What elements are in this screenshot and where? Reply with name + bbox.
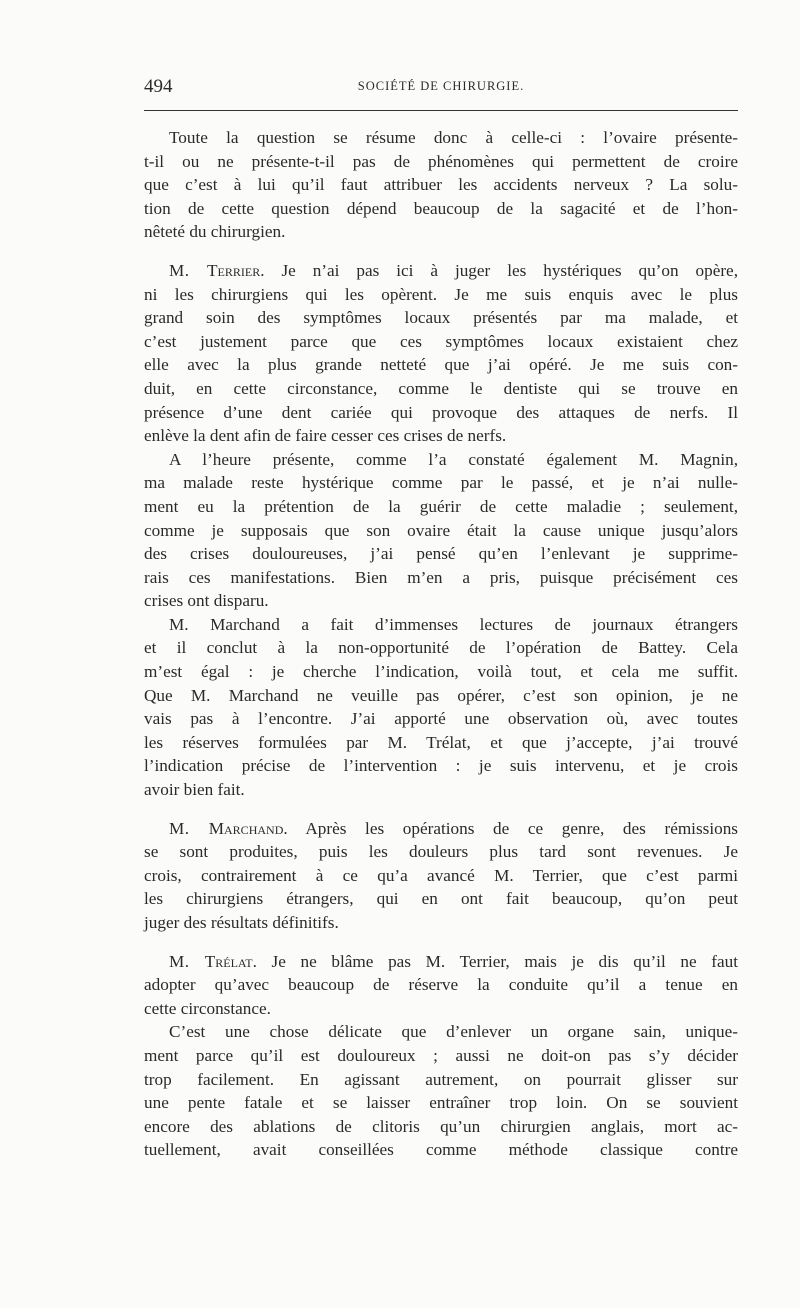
speaker-prefix: M. bbox=[169, 818, 209, 838]
speaker-prefix: M. bbox=[169, 260, 208, 280]
paragraph-trelat bbox=[144, 950, 738, 1021]
text-line: des crises douloureuses, j’ai pensé qu’en l’enlevant je supprime- bbox=[144, 544, 738, 564]
text-line: crois, contrairement à ce qu’a avancé M. Terrier, que c’est parmi bbox=[144, 865, 738, 885]
text-line: ma malade reste hystérique comme par le passé, et je n’ai nulle- bbox=[144, 473, 738, 493]
text-line: enlève la dent afin de faire cesser ces crises de nerfs. bbox=[144, 426, 507, 446]
text-line: les réserves formulées par M. Trélat, et que j’accepte, j’ai trouvé bbox=[144, 732, 738, 752]
text-line: Que M. Marchand ne veuille pas opérer, c’est son opinion, je ne bbox=[144, 685, 738, 705]
text-line bbox=[144, 259, 738, 283]
text-line: rais ces manifestations. Bien m’en a pris, puisque précisément ces bbox=[144, 567, 738, 587]
paragraph-magnin bbox=[144, 448, 738, 613]
text-line: t-il ou ne présente-t-il pas de phénomènes qui permettent de croire bbox=[144, 151, 738, 171]
text-line: présence d’une dent cariée qui provoque des attaques de nerfs. Il bbox=[144, 402, 738, 422]
text-line: l’indication précise de l’intervention : je suis intervenu, et je crois bbox=[144, 756, 738, 776]
line-text: . Je n’ai pas ici à juger les hystériques qu’on opère, bbox=[260, 260, 738, 280]
text-line: elle avec la plus grande netteté que j’ai opéré. Je me suis con- bbox=[144, 355, 738, 375]
text-line: cette circonstance. bbox=[144, 998, 271, 1018]
text-line: nêteté du chirurgien. bbox=[144, 222, 286, 242]
text-line: que c’est à lui qu’il faut attribuer les accidents nerveux ? La solu- bbox=[144, 175, 738, 195]
page-header bbox=[144, 76, 738, 100]
text-line: ment parce qu’il est douloureux ; aussi ne doit-on pas s’y décider bbox=[144, 1045, 738, 1065]
speaker-name: Trélat bbox=[204, 951, 253, 971]
speaker-name: Marchand bbox=[208, 818, 284, 838]
text-line: crises ont disparu. bbox=[144, 591, 269, 611]
header-rule bbox=[144, 110, 738, 111]
paragraph-marchand bbox=[144, 817, 738, 935]
text-line: C’est une chose délicate que d’enlever un organe sain, unique- bbox=[169, 1022, 738, 1042]
text-line: c’est justement parce que ces symptômes locaux existaient chez bbox=[144, 331, 738, 351]
text-line: comme je supposais que son ovaire était la cause unique jusqu’alors bbox=[144, 520, 738, 540]
speaker-prefix: M. bbox=[169, 951, 205, 971]
text-line: grand soin des symptômes locaux présentés par ma malade, et bbox=[144, 308, 738, 328]
line-text: . Je ne blâme pas M. Terrier, mais je dis qu’il ne faut bbox=[252, 951, 738, 971]
text-line: adopter qu’avec beaucoup de réserve la conduite qu’il a tenue en bbox=[144, 975, 738, 995]
text-line: duit, en cette circonstance, comme le dentiste qui se trouve en bbox=[144, 378, 738, 398]
text-line: se sont produites, puis les douleurs plus tard sont revenues. Je bbox=[144, 842, 738, 862]
text-line: tuellement, avait conseillées comme méthode classique contre bbox=[144, 1140, 738, 1160]
text-line bbox=[144, 950, 738, 974]
text-line: ni les chirurgiens qui les opèrent. Je me suis enquis avec le plus bbox=[144, 284, 738, 304]
page-body bbox=[144, 126, 738, 1162]
text-line: A l’heure présente, comme l’a constaté également M. Magnin, bbox=[169, 449, 738, 469]
text-line: une pente fatale et se laisser entraîner trop loin. On se souvient bbox=[144, 1093, 738, 1113]
text-line: trop facilement. En agissant autrement, on pourrait glisser sur bbox=[144, 1069, 738, 1089]
text-line: vais pas à l’encontre. J’ai apporté une observation où, avec toutes bbox=[144, 709, 738, 729]
paragraph-delicate bbox=[144, 1020, 738, 1162]
speaker-name: Terrier bbox=[207, 260, 261, 280]
paragraph-question bbox=[144, 126, 738, 244]
text-line: les chirurgiens étrangers, qui en ont fait beaucoup, qu’on peut bbox=[144, 889, 738, 909]
text-line: juger des résultats définitifs. bbox=[144, 913, 339, 932]
text-line: M. Marchand a fait d’immenses lectures de journaux étrangers bbox=[169, 614, 738, 634]
text-line: et il conclut à la non-opportunité de l’opération de Battey. Cela bbox=[144, 638, 738, 658]
text-line bbox=[144, 817, 738, 841]
text-line: encore des ablations de clitoris qu’un chirurgien anglais, mort ac- bbox=[144, 1116, 738, 1136]
running-title: SOCIÉTÉ DE CHIRURGIE. bbox=[357, 79, 525, 93]
text-line: m’est égal : je cherche l’indication, voilà tout, et cela me suffit. bbox=[144, 662, 738, 682]
paragraph-terrier bbox=[144, 259, 738, 448]
text-line: Toute la question se résume donc à celle-ci : l’ovaire présente- bbox=[169, 128, 738, 147]
paragraph-marchand-reply bbox=[144, 613, 738, 802]
text-line: ment eu la prétention de la guérir de cette maladie ; seulement, bbox=[144, 496, 738, 516]
page-number: 494 bbox=[144, 76, 173, 97]
text-line: tion de cette question dépend beaucoup de la sagacité et de l’hon- bbox=[144, 198, 738, 218]
text-line: avoir bien fait. bbox=[144, 780, 245, 800]
line-text: . Après les opérations de ce genre, des rémissions bbox=[283, 818, 738, 838]
